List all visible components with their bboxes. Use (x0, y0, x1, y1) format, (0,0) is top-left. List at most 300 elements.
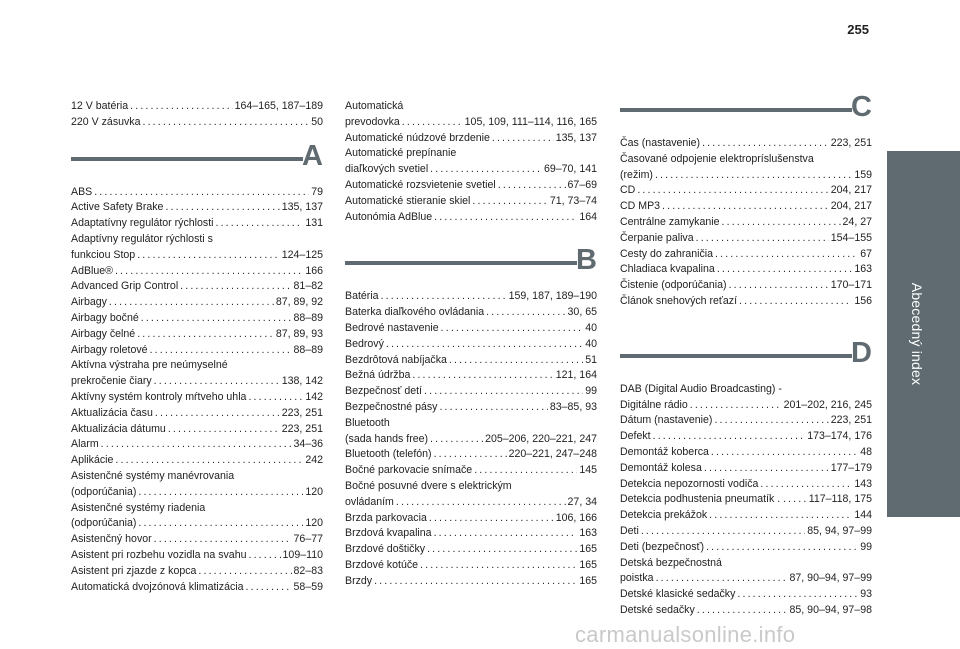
dot-leader (739, 294, 852, 310)
dot-leader (729, 278, 829, 294)
index-entry[interactable] (345, 289, 597, 305)
dot-leader (637, 183, 828, 199)
dot-leader (711, 445, 858, 461)
dot-leader (434, 447, 507, 463)
index-term: funkciou Stop (71, 248, 136, 261)
page-reference[interactable]: 30, 65 (567, 306, 597, 319)
page-reference[interactable]: 87, 90–94, 97–99 (789, 572, 872, 585)
dot-leader (180, 279, 291, 295)
index-term: Brzdy (345, 574, 373, 587)
page-reference[interactable]: 85, 90–94, 97–98 (789, 603, 872, 616)
page-reference[interactable]: 51 (585, 353, 597, 366)
index-entry[interactable] (345, 400, 597, 416)
dot-leader (714, 413, 828, 429)
index-term: Detské sedačky (620, 603, 695, 616)
index-term: Bezdrôtová nabíjačka (345, 353, 447, 366)
index-entry[interactable] (620, 247, 872, 263)
index-entry[interactable] (620, 571, 872, 587)
page-reference[interactable]: 163 (579, 527, 597, 540)
page-reference[interactable]: 220–221, 247–248 (508, 448, 597, 461)
dot-leader (155, 406, 280, 422)
index-entry[interactable] (620, 603, 872, 619)
page-reference[interactable]: 105, 109, 111–114, 116, 165 (464, 115, 597, 128)
index-term: Dátum (nastavenie) (620, 414, 713, 427)
index-term: (odporúčania) (71, 485, 137, 498)
index-term: ABS (71, 185, 93, 198)
index-entry[interactable] (345, 368, 597, 384)
page-reference[interactable]: 143 (854, 477, 872, 490)
dot-leader (143, 115, 310, 131)
index-term: diaľkových svetiel (345, 163, 429, 176)
index-entry[interactable] (345, 337, 597, 353)
index-term: Detekcia nepozornosti vodiča (620, 477, 759, 490)
index-entry[interactable] (345, 542, 597, 558)
dot-leader (662, 199, 829, 215)
index-entry[interactable] (71, 374, 323, 390)
index-entry[interactable] (71, 264, 323, 280)
page-reference[interactable]: 106, 166 (555, 511, 597, 524)
dot-leader (412, 368, 553, 384)
index-entry[interactable] (71, 295, 323, 311)
watermark: carmanualsonline.info (575, 622, 796, 647)
page-reference[interactable]: 40 (585, 321, 597, 334)
index-term: Asistenčný hovor (71, 533, 152, 546)
index-term: AdBlue® (71, 264, 113, 277)
page-reference[interactable]: 170–171 (830, 279, 872, 292)
dot-leader (138, 516, 303, 532)
page-reference[interactable]: 138, 142 (281, 375, 323, 388)
page-reference[interactable]: 154–155 (830, 231, 872, 244)
page-reference[interactable]: 79 (311, 185, 323, 198)
page-reference[interactable]: 121, 164 (555, 369, 597, 382)
index-term: Aktualizácia času (71, 406, 153, 419)
dot-leader (249, 548, 281, 564)
index-term: Čas (nastavenie) (620, 137, 701, 149)
index-entry[interactable] (620, 492, 872, 508)
page-reference[interactable]: 88–89 (293, 311, 323, 324)
page-reference[interactable]: 85, 94, 97–99 (807, 524, 872, 537)
index-entry[interactable] (345, 305, 597, 321)
index-term: Aktualizácia dátumu (71, 422, 166, 435)
dot-leader (165, 200, 279, 216)
page-reference[interactable]: 223, 251 (281, 422, 323, 435)
dot-leader (498, 178, 566, 194)
dot-leader (696, 231, 829, 247)
dot-leader (94, 185, 309, 201)
page-reference[interactable]: 204, 217 (830, 184, 872, 197)
section-divider (620, 354, 852, 358)
index-entry-text: Časované odpojenie elektropríslušenstva (620, 152, 814, 165)
index-term: Bluetooth (telefón) (345, 448, 432, 461)
index-entry[interactable] (620, 445, 872, 461)
page-reference[interactable]: 144 (854, 509, 872, 522)
page-reference[interactable]: 69–70, 141 (543, 163, 597, 176)
dot-leader (439, 400, 547, 416)
dot-leader (130, 99, 232, 115)
page-reference[interactable]: 205–206, 220–221, 247 (485, 432, 597, 445)
index-entry[interactable] (345, 178, 597, 194)
dot-leader (427, 542, 577, 558)
page-reference[interactable]: 223, 251 (281, 406, 323, 419)
index-entry[interactable] (345, 511, 597, 527)
dot-leader (722, 215, 841, 231)
section-divider (71, 157, 303, 161)
page-reference[interactable]: 159 (854, 168, 872, 181)
page-reference[interactable]: 24, 27 (842, 215, 872, 228)
page-reference[interactable]: 163 (854, 263, 872, 276)
page-reference[interactable]: 67 (860, 247, 872, 260)
index-entry[interactable] (345, 131, 597, 147)
dot-leader (434, 526, 578, 542)
index-entry[interactable] (345, 353, 597, 369)
index-term: Active Safety Brake (71, 201, 164, 214)
index-term: Čerpanie paliva (620, 231, 694, 244)
dot-leader (374, 574, 577, 590)
index-entry[interactable] (620, 461, 872, 477)
page-reference[interactable]: 223, 251 (830, 137, 872, 149)
page-reference[interactable]: 177–179 (830, 461, 872, 474)
section-letter: A (302, 139, 323, 172)
dot-leader (246, 580, 292, 596)
dot-leader (168, 422, 280, 438)
index-term: Detské klasické sedačky (620, 588, 736, 601)
index-entry[interactable] (71, 406, 323, 422)
page-reference[interactable]: 34–36 (293, 438, 323, 451)
index-term: Airbagy roletové (71, 343, 148, 356)
index-entry[interactable] (345, 384, 597, 400)
index-entry-text: Detská bezpečnostná (620, 556, 722, 569)
dot-leader (429, 511, 554, 527)
page-reference[interactable]: 93 (860, 588, 872, 601)
index-term: Demontáž koberca (620, 445, 709, 458)
dot-leader (420, 558, 577, 574)
page-reference[interactable]: 40 (585, 337, 597, 350)
dot-leader (492, 131, 554, 147)
index-term: Baterka diaľkového ovládania (345, 306, 485, 319)
dot-leader (704, 461, 829, 477)
index-term: Airbagy bočné (71, 311, 139, 324)
index-entry[interactable] (345, 558, 597, 574)
index-entry[interactable] (345, 574, 597, 590)
dot-leader (430, 162, 542, 178)
page-reference[interactable]: 165 (579, 543, 597, 556)
index-entry-text: Automatická (345, 100, 404, 112)
dot-leader (486, 305, 565, 321)
page-reference[interactable]: 164–165, 187–189 (234, 100, 323, 112)
section-letter: C (851, 91, 872, 123)
dot-leader (441, 321, 584, 337)
dot-leader (424, 384, 583, 400)
index-entry[interactable] (71, 390, 323, 406)
dot-leader (386, 337, 583, 353)
index-entry[interactable] (620, 508, 872, 524)
index-term: Airbagy čelné (71, 327, 136, 340)
page-reference[interactable]: 99 (860, 540, 872, 553)
index-entry[interactable] (620, 540, 872, 556)
page-reference[interactable]: 99 (585, 385, 597, 398)
dot-leader (154, 532, 292, 548)
index-entry[interactable] (620, 477, 872, 493)
index-term: Bežná údržba (345, 369, 411, 382)
index-term: Chladiaca kvapalina (620, 263, 715, 276)
section-header-d (620, 336, 872, 382)
index-term: poistka (620, 572, 654, 585)
index-term: Automatické núdzové brzdenie (345, 131, 490, 144)
index-term: Cesty do zahraničia (620, 247, 714, 260)
index-term: Bezpečnostné pásy (345, 400, 438, 413)
index-entry[interactable] (345, 495, 597, 511)
index-entry[interactable] (620, 587, 872, 603)
index-term: Automatické rozsvietenie svetiel (345, 178, 496, 191)
index-term: Bočné parkovacie snímače (345, 464, 473, 477)
page-reference[interactable]: 88–89 (293, 343, 323, 356)
dot-leader (717, 262, 852, 278)
index-entry[interactable] (620, 278, 872, 294)
index-entry-text: Adaptívny regulátor rýchlosti s (71, 232, 213, 245)
index-term: Brzdová kvapalina (345, 527, 432, 540)
index-term: Bedrové nastavenie (345, 321, 439, 334)
page-reference[interactable]: 48 (860, 445, 872, 458)
page-reference[interactable]: 165 (579, 558, 597, 571)
page-reference[interactable]: 81–82 (293, 280, 323, 293)
dot-leader (788, 492, 807, 508)
dot-leader (216, 216, 304, 232)
dot-leader (381, 289, 507, 305)
index-entry-text: Bluetooth (345, 416, 390, 429)
section-letter: D (851, 336, 872, 369)
dot-leader (141, 311, 292, 327)
index-term: Automatické stieranie skiel (345, 194, 471, 207)
dot-leader (115, 264, 303, 280)
index-term: Detekcia prekážok (620, 509, 708, 522)
index-entry[interactable] (71, 453, 323, 469)
index-entry-text: Asistenčné systémy riadenia (71, 501, 206, 514)
index-entry[interactable] (620, 429, 872, 445)
page-reference[interactable]: 242 (305, 454, 323, 467)
index-entry[interactable] (620, 413, 872, 429)
index-entry[interactable] (71, 185, 323, 201)
index-entry[interactable] (71, 532, 323, 548)
page-reference[interactable]: 131 (305, 217, 323, 230)
index-column-1 (71, 99, 323, 595)
index-entry[interactable] (620, 168, 872, 184)
index-entry[interactable] (71, 311, 323, 327)
page-reference[interactable]: 27, 34 (567, 495, 597, 508)
dot-leader (402, 115, 463, 131)
page-reference[interactable]: 109–110 (282, 548, 323, 561)
index-entry[interactable] (71, 437, 323, 453)
page-reference[interactable]: 135, 137 (281, 201, 323, 214)
index-entry[interactable] (71, 216, 323, 232)
index-term: Deti (bezpečnosť) (620, 540, 705, 553)
dot-leader (138, 485, 303, 501)
index-entry[interactable] (620, 398, 872, 414)
page-reference[interactable]: 145 (579, 464, 597, 477)
dot-leader (434, 210, 577, 226)
index-term: Alarm (71, 438, 99, 451)
section-letter: B (576, 244, 597, 277)
index-entry[interactable] (620, 294, 872, 310)
section-header-a (71, 139, 323, 185)
index-column-3 (620, 90, 872, 619)
dot-leader (154, 374, 280, 390)
page-reference[interactable]: 166 (305, 264, 323, 277)
dot-leader (101, 437, 292, 453)
side-tab-label: Abecedný index (909, 282, 925, 386)
index-term: Článok snehových reťazí (620, 294, 738, 307)
page-reference[interactable]: 71, 73–74 (549, 194, 597, 207)
index-entry[interactable] (620, 199, 872, 215)
index-entry[interactable] (71, 115, 323, 131)
dot-leader (715, 247, 858, 263)
index-term: 220 V zásuvka (71, 115, 141, 128)
index-term: ovládaním (345, 495, 394, 508)
page-reference[interactable]: 164 (579, 210, 597, 223)
page-reference[interactable]: 142 (305, 390, 323, 403)
dot-leader (137, 248, 280, 264)
index-term: Deti (620, 524, 639, 537)
page-reference[interactable]: 120 (305, 517, 323, 530)
index-entry[interactable] (620, 183, 872, 199)
index-term: (sada hands free) (345, 432, 429, 445)
index-term: prekročenie čiary (71, 375, 152, 388)
index-entry[interactable] (71, 248, 323, 264)
index-entry[interactable] (71, 516, 323, 532)
dot-leader (449, 353, 583, 369)
page-reference[interactable]: 117–118, 175 (808, 493, 872, 506)
index-term: Asistent pri zjazde z kopca (71, 564, 197, 577)
dot-leader (472, 194, 547, 210)
section-divider (620, 108, 852, 112)
dot-leader (702, 136, 829, 152)
index-term: Defekt (620, 430, 651, 443)
index-entry[interactable] (71, 200, 323, 216)
page-reference[interactable]: 87, 89, 92 (275, 296, 323, 309)
page-reference[interactable]: 67–69 (567, 178, 597, 191)
dot-leader (474, 463, 577, 479)
page-reference[interactable]: 201–202, 216, 245 (783, 398, 872, 411)
dot-leader (760, 477, 852, 493)
index-entry[interactable] (345, 194, 597, 210)
index-entry[interactable] (345, 115, 597, 131)
dot-leader (706, 540, 858, 556)
page-reference[interactable]: 165 (579, 574, 597, 587)
index-term: Aktívny systém kontroly mŕtveho uhla (71, 390, 247, 403)
index-term: Brzda parkovacia (345, 511, 427, 524)
index-entry[interactable] (71, 327, 323, 343)
index-term: 12 V batéria (71, 100, 129, 112)
page-reference[interactable]: 204, 217 (830, 200, 872, 213)
index-entry[interactable] (71, 343, 323, 359)
index-term: prevodovka (345, 115, 400, 128)
index-entry[interactable] (345, 526, 597, 542)
index-term: Batéria (345, 290, 379, 303)
section-header-b (345, 243, 597, 289)
dot-leader (653, 429, 806, 445)
index-term: Advanced Grip Control (71, 280, 179, 293)
index-entry-text: Automatické prepínanie (345, 147, 457, 160)
dot-leader (396, 495, 566, 511)
page-reference[interactable]: 82–83 (293, 564, 323, 577)
index-term: Brzdové doštičky (345, 543, 426, 556)
index-term: Centrálne zamykanie (620, 215, 720, 228)
index-term: CD (620, 184, 636, 197)
index-entry[interactable] (620, 215, 872, 231)
index-term: Brzdové kotúče (345, 558, 419, 571)
index-term: Aplikácie (71, 454, 114, 467)
page-reference[interactable]: 124–125 (281, 248, 323, 261)
index-entry[interactable] (345, 447, 597, 463)
index-entry[interactable] (71, 422, 323, 438)
index-entry[interactable] (620, 262, 872, 278)
index-entry[interactable] (71, 279, 323, 295)
index-column-2 (345, 99, 597, 590)
index-entry[interactable] (345, 463, 597, 479)
index-term: Demontáž kolesa (620, 461, 702, 474)
index-term: CD MP3 (620, 200, 661, 213)
page-reference[interactable]: 83–85, 93 (549, 400, 597, 413)
index-term: (odporúčania) (71, 517, 137, 530)
section-divider (345, 261, 577, 265)
index-entry[interactable] (345, 162, 597, 178)
index-term: Autonómia AdBlue (345, 210, 433, 223)
index-entry[interactable] (71, 564, 323, 580)
index-entry-text: Bočné posuvné dvere s elektrickým (345, 479, 512, 492)
page-reference[interactable]: 76–77 (293, 533, 323, 546)
dot-leader (109, 295, 274, 311)
index-entry[interactable] (620, 524, 872, 540)
index-entry[interactable] (71, 485, 323, 501)
index-term: Adaptatívny regulátor rýchlosti (71, 217, 214, 230)
index-term: Asistent pri rozbehu vozidla na svahu (71, 548, 247, 561)
index-term: Automatická dvojzónová klimatizácia (71, 580, 244, 593)
index-entry[interactable] (345, 321, 597, 337)
index-entry[interactable] (620, 231, 872, 247)
index-entry[interactable] (345, 210, 597, 226)
index-entry-text: DAB (Digital Audio Broadcasting) - (620, 382, 782, 395)
section-header-c (620, 90, 872, 136)
index-entry[interactable] (71, 580, 323, 596)
index-term: (režim) (620, 168, 653, 181)
index-term: Bedrový (345, 337, 384, 350)
index-entry-text: Asistenčné systémy manévrovania (71, 469, 235, 482)
dot-leader (430, 432, 483, 448)
dot-leader (641, 524, 805, 540)
dot-leader (248, 390, 303, 406)
page-reference[interactable]: 135, 137 (555, 131, 597, 144)
index-entry[interactable] (345, 432, 597, 448)
dot-leader (737, 587, 858, 603)
page-reference[interactable]: 156 (854, 294, 872, 307)
index-entry[interactable] (71, 99, 323, 115)
dot-leader (150, 343, 292, 359)
index-entry[interactable] (620, 136, 872, 152)
page-reference[interactable]: 50 (311, 115, 323, 128)
index-entry[interactable] (71, 548, 323, 564)
page-reference[interactable]: 159, 187, 189–190 (508, 290, 597, 303)
page-reference[interactable]: 223, 251 (830, 414, 872, 427)
page-reference[interactable]: 58–59 (293, 580, 323, 593)
page-reference[interactable]: 173–174, 176 (807, 430, 872, 443)
dot-leader (709, 508, 852, 524)
index-term: Čistenie (odporúčania) (620, 279, 727, 292)
index-term: Digitálne rádio (620, 398, 688, 411)
page-reference[interactable]: 87, 89, 93 (275, 327, 323, 340)
dot-leader (137, 327, 274, 343)
page-reference[interactable]: 120 (305, 485, 323, 498)
dot-leader (198, 564, 291, 580)
side-tab[interactable] (887, 151, 947, 517)
